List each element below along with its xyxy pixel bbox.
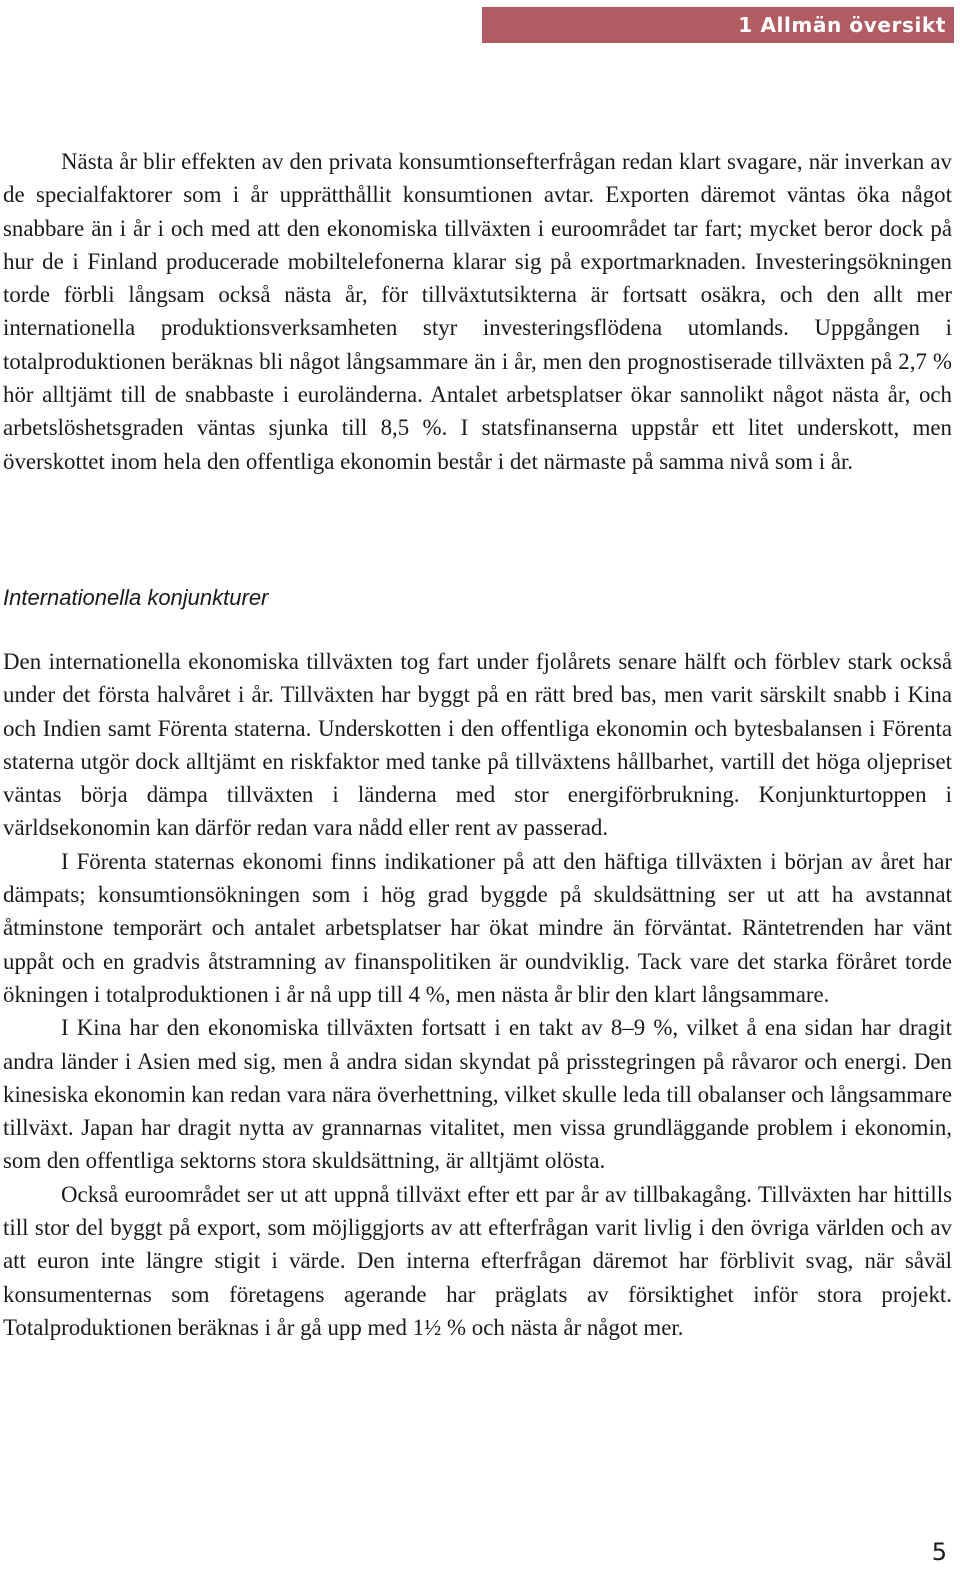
- page-number: 5: [931, 1538, 947, 1566]
- chapter-title: 1 Allmän översikt: [738, 13, 946, 37]
- chapter-header-bar: [482, 7, 954, 43]
- body-paragraph: Den internationella ekonomiska tillväxten tog fart under fjolårets senare hälft och förblev stark också under det första halvåret i år. Tillväxten har byggt på en rätt bred bas, men varit särskilt snabb i Kina och Indien samt Förenta staterna. Underskotten i den offentliga ekonomin och bytesbalansen i Förenta staterna utgör dock alltjämt en riskfaktor med tanke på tillväxtens hållbarhet, vartill det höga oljepriset väntas börja dämpa tillväxten i länderna med stor energiförbrukning. Konjunkturtoppen i världsekonomin kan därför redan vara nådd eller rent av passerad.: [3, 649, 952, 841]
- body-paragraph: Också euroområdet ser ut att uppnå tillväxt efter ett par år av tillbakagång. Tillväxten har hittills till stor del byggt på export, som möjliggjorts av att efterfrågan varit livlig i den övriga världen och av att euron inte längre stigit i värde. Den interna efterfrågan däremot har förblivit svag, när såväl konsumenternas som företagens agerande har präglats av försiktighet inför stora projekt. Totalproduktionen beräknas i år gå upp med 1½ % och nästa år något mer.: [3, 1181, 952, 1340]
- intro-text-block: [3, 145, 952, 478]
- body-paragraph: I Kina har den ekonomiska tillväxten fortsatt i en takt av 8–9 %, vilket å ena sidan har dragit andra länder i Asien med sig, men å andra sidan skyndat på prisstegringen på råvaror och energi. Den kinesiska ekonomin kan redan vara nära överhettning, vilket skulle leda till obalanser och långsammare tillväxt. Japan har dragit nytta av grannarnas vitalitet, men vissa grundläggande problem i ekonomin, som den offentliga sektorns stora skuldsättning, är alltjämt olösta.: [3, 1015, 952, 1174]
- section-heading: Internationella konjunkturer: [3, 585, 269, 610]
- section-text-block: [3, 645, 952, 1344]
- body-paragraph: I Förenta staternas ekonomi finns indikationer på att den häftiga tillväxten i början av året har dämpats; konsumtionsökningen som i hög grad byggde på skuldsättning ser ut att ha avstannat åtminstone temporärt och antalet arbetsplatser har ökat mindre än förväntat. Räntetrenden har vänt uppåt och en gradvis åtstramning av finanspolitiken är oundviklig. Tack vare det starka föråret torde ökningen i totalproduktionen i år nå upp till 4 %, men nästa år blir den klart långsammare.: [3, 848, 952, 1007]
- body-paragraph: Nästa år blir effekten av den privata konsumtionsefterfrågan redan klart svagare, när inverkan av de specialfaktorer som i år upprätthållit konsumtionen avtar. Exporten däremot väntas öka något snabbare än i år i och med att den ekonomiska tillväxten i euroområdet tar fart; mycket beror dock på hur de i Finland producerade mobiltelefonerna klarar sig på exportmarknaden. Investeringsökningen torde förbli långsam också nästa år, för tillväxtutsikterna är fortsatt osäkra, och den allt mer internationella produktionsverksamheten styr investeringsflödena utomlands. Uppgången i totalproduktionen beräknas bli något långsammare än i år, men den prognostiserade tillväxten på 2,7 % hör alltjämt till de snabbaste i euroländerna. Antalet arbetsplatser ökar sannolikt något nästa år, och arbetslöshetsgraden väntas sjunka till 8,5 %. I statsfinanserna uppstår ett litet underskott, men överskottet inom hela den offentliga ekonomin består i det närmaste på samma nivå som i år.: [3, 149, 952, 474]
